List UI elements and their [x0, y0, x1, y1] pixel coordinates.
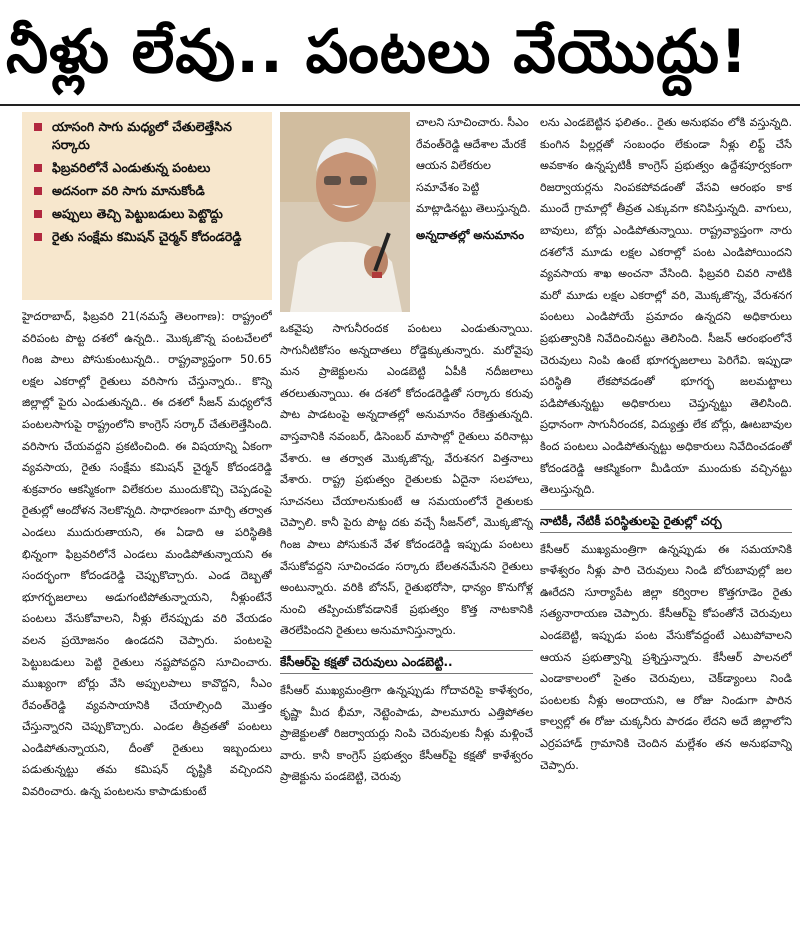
headline: నీళ్లు లేవు.. పంటలు వేయొద్దు!: [6, 17, 749, 87]
section-subhead: కేసీఆర్‌పై కక్షతో చెరువులు ఎండబెట్టి..: [280, 650, 533, 674]
article-paragraph: చాలని సూచించారు. సీఎం రేవంత్‌రెడ్డి ఆదేశాల మేరకే ఆయన విలేకరుల సమావేశం పెట్టి మాట్లాడినట్టు తెలుస్తున్నది.: [416, 116, 531, 216]
article-paragraph: కేసీఆర్ ముఖ్యమంత్రిగా ఉన్నప్పుడు ఈ సమయానికి కాళేశ్వరం నీళ్లు పారి చెరువులు నిండి బోరుబావుల్లో జల ఊరేదని సూర్యాపేట జిల్లా కర్విరాల కొత్తగూడెం రైతు సత్యనారాయణ చెప్పారు. కేసీఆర్‌పై కోపంతోనే చెరువులు ఎండబెట్టి, ఇప్పుడు పంట వేసుకోవద్దంటే ఎటుపోవాలని ఆయన ప్రభుత్వాన్ని ప్రశ్నిస్తున్నారు. కేసీఆర్ పాలనలో ఎండాకాలంలో సైతం చెరువులు, చెక్‌డ్యాంలు నిండి పంటలకు నీళ్లు అందాయని, ఆ రోజు నిండుగా పారిన కాల్వల్లో ఈ రోజు చుక్కనీరు పారడం లేదని అదే జిల్లాలోని ఎర్రపహాడ్ గ్రామానికి చెందిన మల్లేశం తన అనుభవాన్ని చెప్పారు.: [540, 542, 792, 772]
headline-divider: [0, 104, 800, 106]
highlight-text: రైతు సంక్షేమ కమిషన్ చైర్మన్ కోదండరెడ్డి: [52, 229, 242, 244]
highlight-item: [26, 182, 266, 200]
article-paragraph: లను ఎండబెట్టిన ఫలితం.. రైతు అనుభవం లోకి వస్తున్నది. కుంగిన పిల్లర్లతో సంబంధం లేకుండా నీళ్లు లిఫ్ట్ చేసే అవకాశం ఉన్నప్పటికీ కాంగ్రెస్ ప్రభుత్వం ఉద్దేశపూర్వకంగా రిజర్వాయర్లను నింపకపోవడంతో వేసవి ఆరంభం కాక ముందే గ్రామాల్లో తీవ్రత ఎక్కువగా కనిపిస్తున్నది. వాగులు, బావులు, బోర్లు ఎండిపోతున్నాయి. రాష్ట్రవ్యాప్తంగా నారు దశలోనే మూడు లక్షల ఎకరాల్లో పంట ఎండిపోయిందని వ్యవసాయ శాఖ అంచనా వేసింది. ఫిబ్రవరి చివరి నాటికి మరో మూడు లక్షల ఎకరాల్లో వరి, మొక్కజొన్న, వేరుశనగ పంటలు ఎండిపోయే ప్రమాదం ఉన్నదని అధికారులు ప్రభుత్వానికి నివేదించినట్టు తెలిసింది. సీజన్ ఆరంభంలోనే చెరువులు నింపి ఉంటే భూగర్భజలాలు పెరిగేవి. ఇప్పుడా పరిస్థితి లేకపోవడంతో భూగర్భ జలమట్టాలు పడిపోతున్నట్టు అధికారులు చెప్తున్నట్టు తెలిసింది. ప్రధానంగా సాగునీరందక, విద్యుత్తు లేక బోర్లు, ఊటబావుల కింద పంటలు ఎండిపోతున్నట్టు అధికారులు నివేదించడంతో కోదండరెడ్డి ఆకస్మికంగా మీడియా ముందుకు వచ్చినట్టు తెలుస్తున్నది.: [540, 116, 792, 497]
square-bullet-icon: [34, 233, 42, 241]
section-subhead: అన్నదాతల్లో అనుమానం: [416, 227, 525, 242]
highlight-text: అప్పులు తెచ్చి పెట్టుబడులు పెట్టొద్దు: [52, 206, 223, 221]
section-subhead: నాటికీ, నేటికీ పరిస్థితులపై రైతుల్లో చర్చ: [540, 509, 792, 533]
article-paragraph: హైదరాబాద్, ఫిబ్రవరి 21(నమస్తే తెలంగాణ): రాష్ట్రంలో వరిపంట పొట్ట దశలో ఉన్నది.. మొక్కజొన్న పంటచేలలో గింజ పాలు పోసుకుంటున్నది.. రాష్ట్రవ్యాప్తంగా 50.65 లక్షల ఎకరాల్లో రైతులు వరిసాగు చేస్తున్నారు.. కొన్ని జిల్లాల్లో పైరు ఎండుతున్నది.. ఈ దశలో సీజన్ మధ్యలోనే పంటలసాగుపై రాష్ట్రంలోని కాంగ్రెస్ సర్కార్ చేతులెత్తేసింది. వరిసాగు చేయవద్దని ప్రకటించింది. ఈ విషయాన్ని ఏకంగా వ్యవసాయ, రైతు సంక్షేమ కమిషన్ చైర్మన్ కోదండరెడ్డి శుక్రవారం ఆకస్మికంగా విలేకరుల ముందుకొచ్చి చెప్పడంపై రైతుల్లో ఆందోళన నెలకొన్నది. సాధారణంగా మార్చి తర్వాత ఎండలు ముదురుతాయని, ఈ ఏడాది ఆ పరిస్థితికి భిన్నంగా ఫిబ్రవరిలోనే ఎండలు మండిపోతున్నాయని ఈ సందర్భంగా కోదండరెడ్డి చెప్పుకొచ్చారు. ఎండ దెబ్బతో భూగర్భజలాలు అడుగంటిపోతున్నాయని, నీళ్లుంటేనే పంటలు వేసుకోవాలని, నీళ్లు లేనప్పుడు వరి వేయడం వలన ప్రయోజనం ఉండదని చెప్పారు. పంటలపై పెట్టుబడులు పెట్టి రైతులు నష్టపోవద్దని సూచించారు. ముఖ్యంగా బోర్లు వేసి అప్పులపాలు కావొద్దని, సీఎం రేవంత్‌రెడ్డి వ్యవసాయానికి చేయాల్సింది మొత్తం చేస్తున్నారని చెప్పుకొచ్చారు. ఎండల తీవ్రతతో పంటలు ఎండిపోతున్నాయని, దీంతో రైతులు ఇబ్బందులు పడుతున్నట్టు తమ కమిషన్ దృష్టికి వచ్చిందని వివరించారు. ఉన్న పంటలను కాపాడుకుంటే: [22, 310, 272, 799]
article-paragraph: ఒకవైపు సాగునీరందక పంటలు ఎండుతున్నాయి. సాగునీటికోసం అన్నదాతలు రోడ్డెక్కుతున్నారు. మరోవైపు మన ప్రాజెక్టులను ఎండబెట్టి ఏపీకి నదీజలాలు తరలుతున్నాయి. ఈ దశలో కోదండరెడ్డితో సర్కారు కరువు పాట పాడటంపై అన్నదాతల్లో అనుమానం రేకెత్తుతున్నది. వాస్తవానికి నవంబర్, డిసెంబర్ మాసాల్లో రైతులు వరినాట్లు వేశారు. ఆ తర్వాత మొక్కజొన్న, వేరుశనగ విత్తనాలు వేశారు. రాష్ట్ర ప్రభుత్వం రైతులకు ఏదైనా సలహాలు, సూచనలు చేయాలనుకుంటే ఆ సమయంలోనే రైతులకు చెప్పాలి. కానీ పైరు పొట్ట దకు వచ్చే సీజన్‌లో, మొక్కజొన్న గింజ పాలు పోసుకునే వేళ కోదండరెడ్డి ఇప్పుడు పంటలు వేసుకోవద్దని సూచించడం సర్కారు బేలతనమేనని రైతులు అంటున్నారు. వరికి బోనస్, రైతుభరోసా, ధాన్యం కొనుగోళ్ల నుంచి తప్పించుకోవడానికే ప్రభుత్వం కొత్త నాటకానికి తెరలేపిందని రైతులు అనుమానిస్తున్నారు.: [280, 322, 533, 638]
highlight-item: [26, 159, 266, 177]
column-2: [280, 112, 533, 937]
photo-block: [280, 112, 533, 312]
square-bullet-icon: [34, 164, 42, 172]
highlights-box: [22, 112, 272, 300]
square-bullet-icon: [34, 210, 42, 218]
highlight-item: [26, 118, 266, 154]
highlight-item: [26, 205, 266, 223]
column-1: [22, 112, 272, 937]
square-bullet-icon: [34, 123, 42, 131]
highlight-text: ఫిబ్రవరిలోనే ఎండుతున్న పంటలు: [52, 160, 211, 175]
highlight-text: అదనంగా వరి సాగు మానుకోండి: [52, 183, 205, 198]
photo-side-text: [416, 112, 533, 312]
person-photo: [280, 112, 410, 312]
article-paragraph: కేసీఆర్ ముఖ్యమంత్రిగా ఉన్నప్పుడు గోదావరిపై కాళేశ్వరం, కృష్ణా మీద భీమా, నెట్టెంపాడు, పాలమూరు ఎత్తిపోతల ప్రాజెక్టులతో రిజర్వాయర్లు నింపి చెరువులకు నీళ్లు మళ్లించే వారు. కానీ కాంగ్రెస్ ప్రభుత్వం కేసీఆర్‌పై కక్షతో కాళేశ్వరం ప్రాజెక్టును పండబెట్టి, చెరువు: [280, 683, 533, 784]
column-3: [540, 112, 792, 937]
highlight-text: యాసంగి సాగు మధ్యలో చేతులెత్తేసిన సర్కారు: [52, 119, 232, 152]
portrait-illustration: [280, 112, 410, 312]
highlight-item: [26, 228, 266, 246]
highlights-list: [26, 118, 266, 246]
square-bullet-icon: [34, 187, 42, 195]
